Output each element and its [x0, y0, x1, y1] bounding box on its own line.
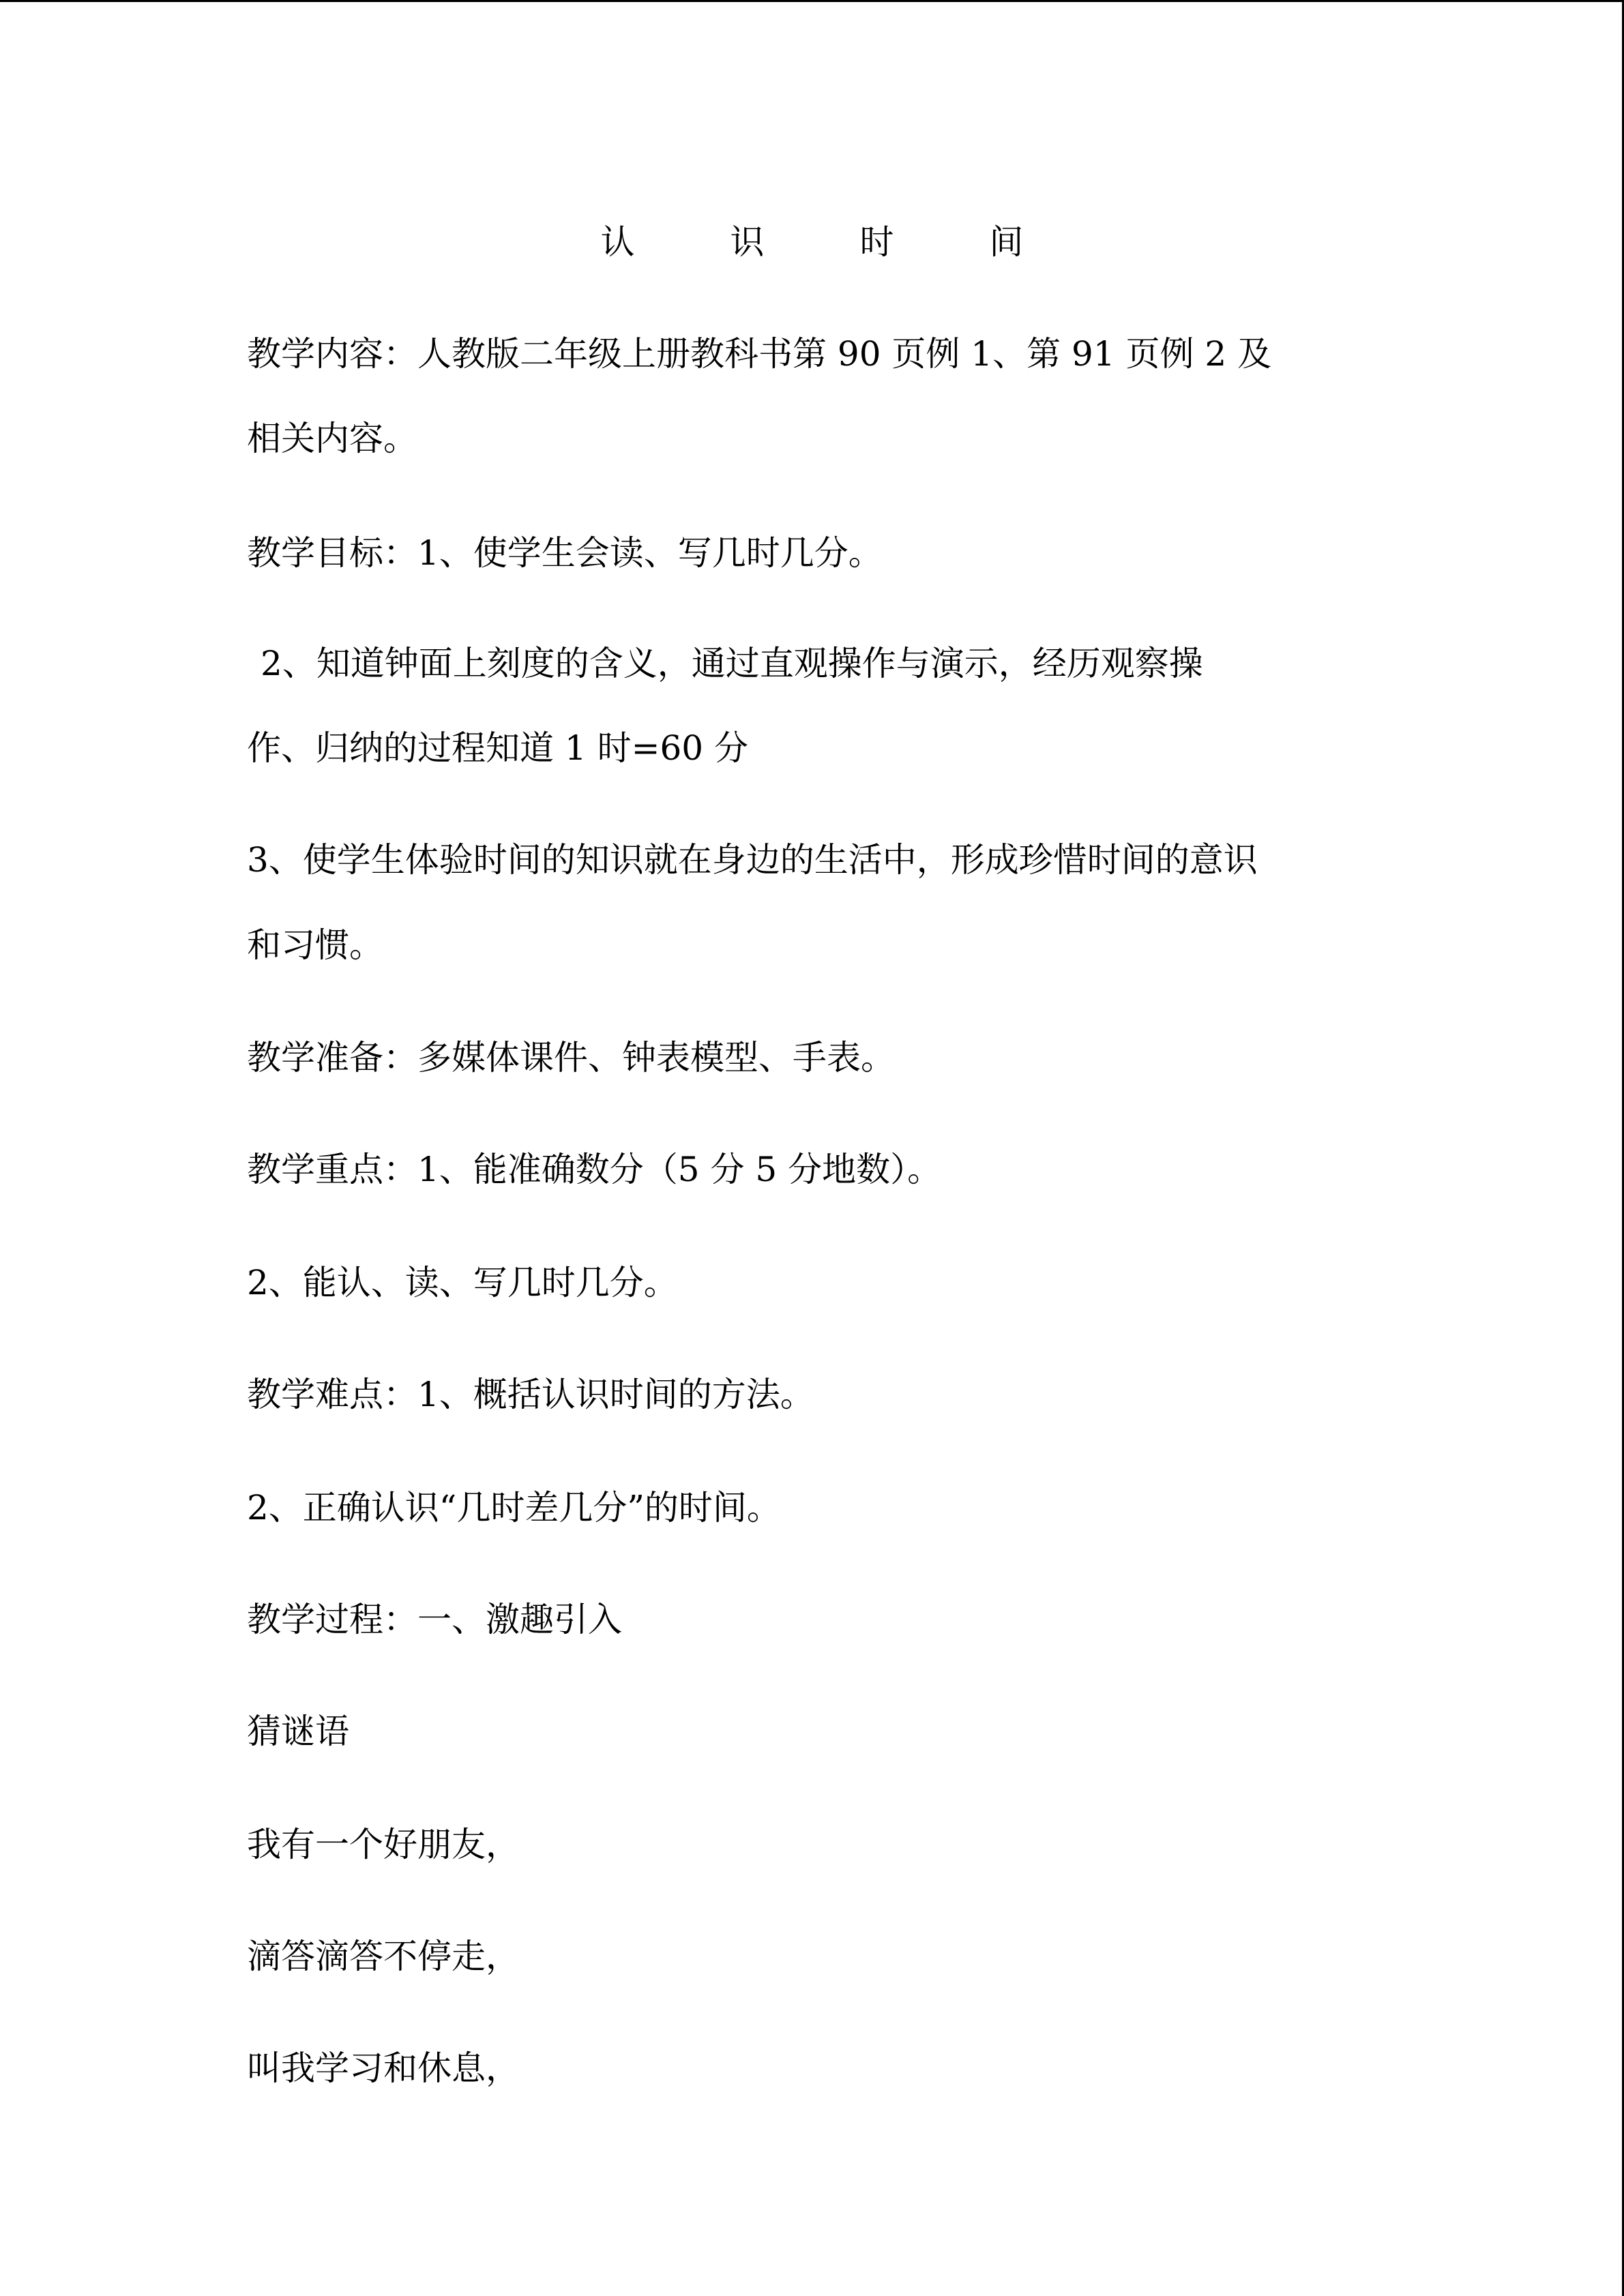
teaching-content-line-2: 相关内容。: [247, 419, 417, 458]
riddle-line-1: 我有一个好朋友，: [247, 1825, 520, 1864]
document-title: 认 识 时 间: [600, 222, 1066, 262]
teaching-goal-1: 教学目标：1、使学生会读、写几时几分。: [247, 533, 883, 573]
teaching-content-line-1: 教学内容：人教版二年级上册教科书第 90 页例 1、第 91 页例 2 及: [247, 334, 1272, 374]
teaching-difficulty-1: 教学难点：1、概括认识时间的方法。: [247, 1375, 814, 1414]
riddle-line-2: 滴答滴答不停走，: [247, 1937, 520, 1976]
teaching-goal-2-line-1: 2、知道钟面上刻度的含义，通过直观操作与演示，经历观察操: [261, 644, 1203, 683]
teaching-key-point-2: 2、能认、读、写几时几分。: [247, 1263, 678, 1302]
teaching-difficulty-2: 2、正确认识“几时差几分”的时间。: [247, 1488, 781, 1527]
teaching-process-heading: 教学过程：一、激趣引入: [247, 1600, 622, 1639]
riddle-line-3: 叫我学习和休息，: [247, 2048, 520, 2088]
teaching-goal-3-line-2: 和习惯。: [247, 925, 383, 965]
teaching-preparation: 教学准备：多媒体课件、钟表模型、手表。: [247, 1038, 895, 1077]
teaching-key-point-1: 教学重点：1、能准确数分（5 分 5 分地数）。: [247, 1150, 942, 1189]
riddle-heading: 猜谜语: [247, 1712, 349, 1751]
teaching-goal-2-line-2: 作、归纳的过程知道 1 时=60 分: [247, 728, 749, 768]
teaching-goal-3-line-1: 3、使学生体验时间的知识就在身边的生活中，形成珍惜时间的意识: [247, 840, 1258, 880]
